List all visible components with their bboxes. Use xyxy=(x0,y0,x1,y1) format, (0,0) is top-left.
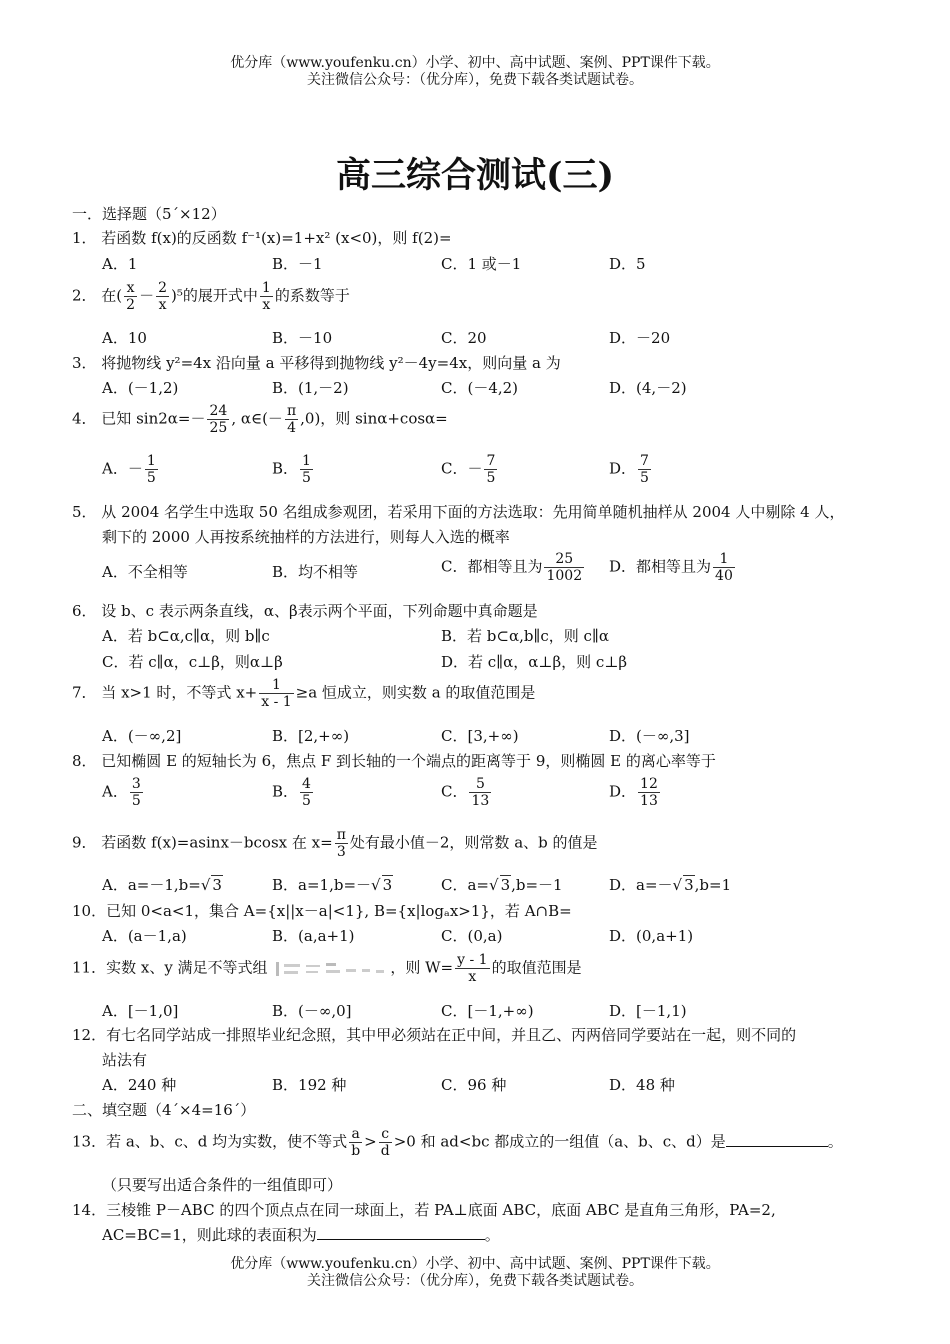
q8-stem: 8． 已知椭圆 E 的短轴长为 6，焦点 F 到长轴的一个端点的距离等于 9，则椭圆 E 的离心率等于 xyxy=(72,752,716,770)
q2-option-d: D．－20 xyxy=(609,329,671,347)
q3-stem: 3． 将抛物线 y²=4x 沿向量 a 平移得到抛物线 y²－4y=4x，则向量 a 为 xyxy=(72,354,561,372)
q9-option-a: A．a=－1,b=√ 3 xyxy=(102,876,222,894)
q1-option-a: A．1 xyxy=(102,255,138,273)
q5-option-a: A．不全相等 xyxy=(102,563,188,581)
header-line-1: 优分库（www.youfenku.cn）小学、初中、高中试题、案例、PPT课件下载。 xyxy=(230,55,720,71)
q12-option-d: D．48 种 xyxy=(609,1076,675,1094)
q6-option-d: D．若 c∥α，α⊥β，则 c⊥β xyxy=(441,653,628,671)
q10-option-d: D．(0,a+1) xyxy=(609,927,694,945)
q6-stem: 6． 设 b、c 表示两条直线，α、β表示两个平面，下列命题中真命题是 xyxy=(72,602,538,620)
header-line-2: 关注微信公众号：（优分库），免费下载各类试题试卷。 xyxy=(307,72,643,88)
q5-option-c: C．都相等且为 $\frac{25}{1002}$ xyxy=(441,551,583,584)
q11-option-d: D．[－1,1) xyxy=(609,1002,687,1020)
q4-stem: 4． 已知 sin2α=－ $\frac{24}{25}$ , α∈(－ $\frac{\pi}{4}$ ,0)，则 sinα+cosα= xyxy=(72,403,448,436)
q2-stem: 2． 在( $\frac{x}{2}$ － $\frac{2}{x}$ )⁵的展开式中 $\frac{1}{x}$ 的系数等于 xyxy=(72,280,350,313)
q9-stem: 9． 若函数 f(x)=asinx－bcosx 在 x= $\frac{\pi}{3}$ 处有最小值－2，则常数 a、b 的值是 xyxy=(72,827,598,860)
q9-option-b: B．a=1,b=－√ 3 xyxy=(272,876,393,894)
q4-option-b: B． $\frac{1}{5}$ xyxy=(272,453,311,486)
q4-option-c: C．－ $\frac{7}{5}$ xyxy=(441,453,496,486)
q1-option-b: B．－1 xyxy=(272,255,323,273)
q14-stem-line-2: AC=BC=1，则此球的表面积为 。 xyxy=(102,1226,500,1244)
footer-line-1: 优分库（www.youfenku.cn）小学、初中、高中试题、案例、PPT课件下载。 xyxy=(230,1256,720,1272)
q9-option-c: C．a=√ 3,b=－1 xyxy=(441,876,563,894)
q3-option-a: A．(－1,2) xyxy=(102,379,179,397)
page-title: 高三综合测试(三) xyxy=(335,155,615,196)
q3-option-c: C．(－4,2) xyxy=(441,379,519,397)
q3-option-d: D．(4,－2) xyxy=(609,379,687,397)
q5-option-b: B．均不相等 xyxy=(272,563,359,581)
q13-stem: 13．若 a、b、c、d 均为实数，使不等式 $\frac{a}{b}$ > $\frac{c}{d}$ >0 和 ad<bc 都成立的一组值（a、b、c、d）是 。 xyxy=(72,1126,843,1159)
q7-option-d: D．(－∞,3] xyxy=(609,727,690,745)
q10-option-c: C．(0,a) xyxy=(441,927,503,945)
q3-option-b: B．(1,－2) xyxy=(272,379,349,397)
q7-option-c: C．[3,+∞) xyxy=(441,727,519,745)
q8-option-c: C． $\frac{5}{13}$ xyxy=(441,776,490,809)
q8-option-b: B． $\frac{4}{5}$ xyxy=(272,776,311,809)
q6-option-a: A．若 b⊂α,c∥α，则 b∥c xyxy=(102,627,270,645)
inequality-system-image xyxy=(272,959,390,979)
q11-option-b: B．(－∞,0] xyxy=(272,1002,352,1020)
q11-stem: 11．实数 x、y 满足不等式组 ，则 W= $\frac{y - 1}{x}$ 的取值范围是 xyxy=(72,952,582,985)
q10-option-a: A．(a－1,a) xyxy=(102,927,187,945)
q2-option-a: A．10 xyxy=(102,329,147,347)
q7-stem: 7． 当 x>1 时，不等式 x+ $\frac{1}{x - 1}$ ≥a 恒成立，则实数 a 的取值范围是 xyxy=(72,677,536,710)
q4-option-a: A．－ $\frac{1}{5}$ xyxy=(102,453,156,486)
q12-stem-line-1: 12．有七名同学站成一排照毕业纪念照，其中甲必须站在正中间，并且乙、丙两倍同学要站在一起，则不同的 xyxy=(72,1026,797,1044)
q12-option-b: B．192 种 xyxy=(272,1076,347,1094)
q5-stem-line-1: 5． 从 2004 名学生中选取 50 名组成参观团，若采用下面的方法选取：先用简单随机抽样从 2004 人中剔除 4 人， xyxy=(72,503,845,521)
q10-stem: 10．已知 0<a<1，集合 A={x||x－a|<1}, B={x|logₐx>1}，若 A∩B= xyxy=(72,902,572,920)
q11-option-a: A．[－1,0] xyxy=(102,1002,179,1020)
q7-option-a: A．(－∞,2] xyxy=(102,727,182,745)
q13-answer-blank[interactable] xyxy=(726,1132,828,1147)
q5-option-d: D．都相等且为 $\frac{1}{40}$ xyxy=(609,551,733,584)
q1-option-d: D．5 xyxy=(609,255,646,273)
q7-option-b: B．[2,+∞) xyxy=(272,727,350,745)
q5-stem-line-2: 剩下的 2000 人再按系统抽样的方法进行，则每人入选的概率 xyxy=(102,528,510,546)
q11-option-c: C．[－1,+∞) xyxy=(441,1002,534,1020)
section-fill-blank: 二、填空题（4´×4=16´） xyxy=(72,1101,256,1119)
q6-option-c: C．若 c∥α，c⊥β，则α⊥β xyxy=(102,653,283,671)
q6-option-b: B．若 b⊂α,b∥c，则 c∥α xyxy=(441,627,610,645)
q14-answer-blank[interactable] xyxy=(317,1225,485,1240)
q4-option-d: D． $\frac{7}{5}$ xyxy=(609,453,649,486)
q14-stem-line-1: 14．三棱锥 P－ABC 的四个顶点点在同一球面上，若 PA⊥底面 ABC，底面 ABC 是直角三角形，PA=2, xyxy=(72,1201,776,1219)
q1-stem: 1． 若函数 f(x)的反函数 f⁻¹(x)=1+x² (x<0)，则 f(2)= xyxy=(72,229,452,247)
q1-option-c: C．1 或－1 xyxy=(441,255,522,273)
section-choice: 一．选择题（5´×12） xyxy=(72,205,226,223)
q8-option-d: D． $\frac{12}{13}$ xyxy=(609,776,658,809)
q8-option-a: A． $\frac{3}{5}$ xyxy=(102,776,141,809)
q13-note: （只要写出适合条件的一组值即可） xyxy=(102,1176,343,1194)
footer-line-2: 关注微信公众号：（优分库），免费下载各类试题试卷。 xyxy=(307,1273,643,1289)
q2-option-c: C．20 xyxy=(441,329,487,347)
q9-option-d: D．a=－√ 3,b=1 xyxy=(609,876,732,894)
q2-option-b: B．－10 xyxy=(272,329,333,347)
q12-option-a: A．240 种 xyxy=(102,1076,177,1094)
q12-stem-line-2: 站法有 xyxy=(102,1051,148,1069)
q12-option-c: C．96 种 xyxy=(441,1076,507,1094)
q10-option-b: B．(a,a+1) xyxy=(272,927,355,945)
